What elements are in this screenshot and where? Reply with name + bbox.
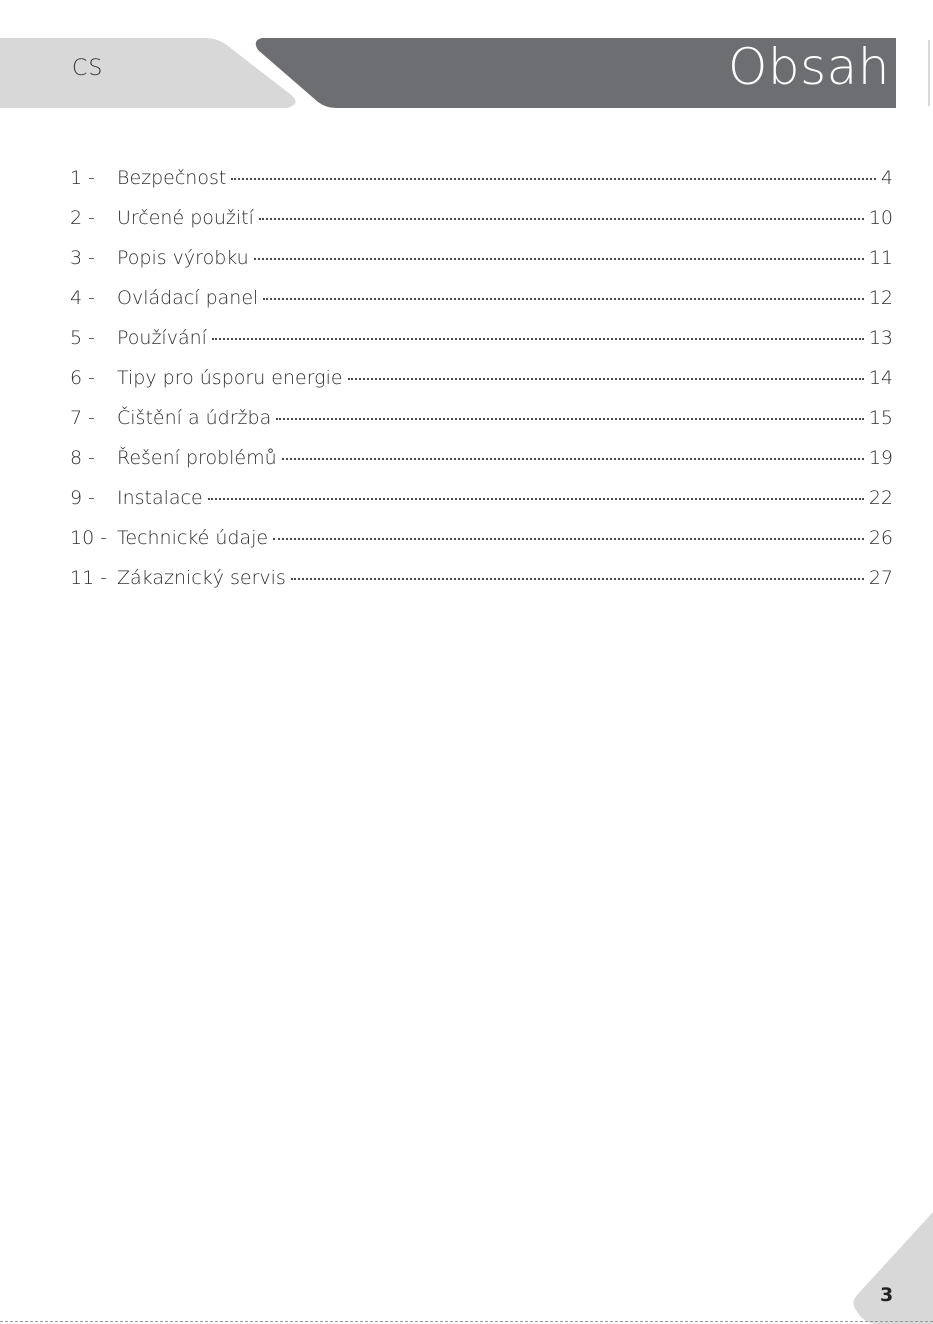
page-corner-shape — [850, 1212, 933, 1324]
toc-number: 7 - — [70, 407, 95, 429]
crop-line — [0, 1321, 933, 1322]
toc-item-technicke-udaje[interactable] — [70, 527, 893, 567]
toc-number: 3 - — [70, 247, 95, 269]
toc-page-number: 22 — [868, 487, 893, 509]
toc-label: Bezpečnost — [117, 167, 227, 189]
toc-page-number: 13 — [868, 327, 893, 349]
toc-item-instalace[interactable] — [70, 487, 893, 527]
toc-number: 2 - — [70, 207, 95, 229]
toc-item-pouzivani[interactable] — [70, 327, 893, 367]
toc-leader-dots — [263, 298, 864, 300]
toc-number: 1 - — [70, 167, 95, 189]
toc-leader-dots — [231, 178, 876, 180]
toc-label: Ovládací panel — [117, 287, 259, 309]
toc-number: 8 - — [70, 447, 95, 469]
toc-item-zakaznicky-servis[interactable] — [70, 567, 893, 607]
toc-label: Zákaznický servis — [117, 567, 286, 589]
toc-label: Používání — [117, 327, 207, 349]
toc-leader-dots — [348, 378, 864, 380]
toc-label: Popis výrobku — [117, 247, 249, 269]
toc-page-number: 10 — [868, 207, 893, 229]
toc-item-popis-vyrobku[interactable] — [70, 247, 893, 287]
table-of-contents — [70, 167, 893, 607]
toc-number: 5 - — [70, 327, 95, 349]
toc-leader-dots — [208, 498, 864, 500]
page-title: Obsah — [728, 38, 890, 96]
toc-label: Určené použití — [117, 207, 254, 229]
toc-number: 11 - — [70, 567, 108, 589]
toc-label: Čištění a údržba — [117, 407, 272, 429]
toc-leader-dots — [273, 538, 864, 540]
language-tab-shape — [0, 38, 296, 108]
toc-leader-dots — [254, 258, 864, 260]
toc-label: Technické údaje — [117, 527, 269, 549]
toc-number: 10 - — [70, 527, 108, 549]
toc-number: 9 - — [70, 487, 95, 509]
toc-label: Řešení problémů — [117, 447, 277, 469]
toc-number: 4 - — [70, 287, 95, 309]
toc-label: Tipy pro úsporu energie — [117, 367, 343, 389]
toc-page-number: 14 — [868, 367, 893, 389]
toc-leader-dots — [276, 418, 864, 420]
toc-page-number: 26 — [868, 527, 893, 549]
toc-page-number: 12 — [868, 287, 893, 309]
edge-divider — [928, 40, 930, 106]
toc-item-tipy-pro-usporu-energie[interactable] — [70, 367, 893, 407]
toc-item-bezpecnost[interactable] — [70, 167, 893, 207]
toc-leader-dots — [282, 458, 864, 460]
toc-page-number: 27 — [868, 567, 893, 589]
toc-page-number: 4 — [880, 167, 893, 189]
toc-item-reseni-problemu[interactable] — [70, 447, 893, 487]
toc-leader-dots — [259, 218, 864, 220]
toc-page-number: 19 — [868, 447, 893, 469]
toc-page-number: 15 — [868, 407, 893, 429]
toc-leader-dots — [291, 578, 864, 580]
toc-leader-dots — [212, 338, 864, 340]
toc-item-ovladaci-panel[interactable] — [70, 287, 893, 327]
toc-label: Instalace — [117, 487, 203, 509]
language-code: CS — [72, 56, 104, 81]
page-number: 3 — [880, 1284, 894, 1306]
toc-item-urcene-pouziti[interactable] — [70, 207, 893, 247]
toc-item-cisteni-a-udrzba[interactable] — [70, 407, 893, 447]
toc-number: 6 - — [70, 367, 95, 389]
toc-page-number: 11 — [868, 247, 893, 269]
